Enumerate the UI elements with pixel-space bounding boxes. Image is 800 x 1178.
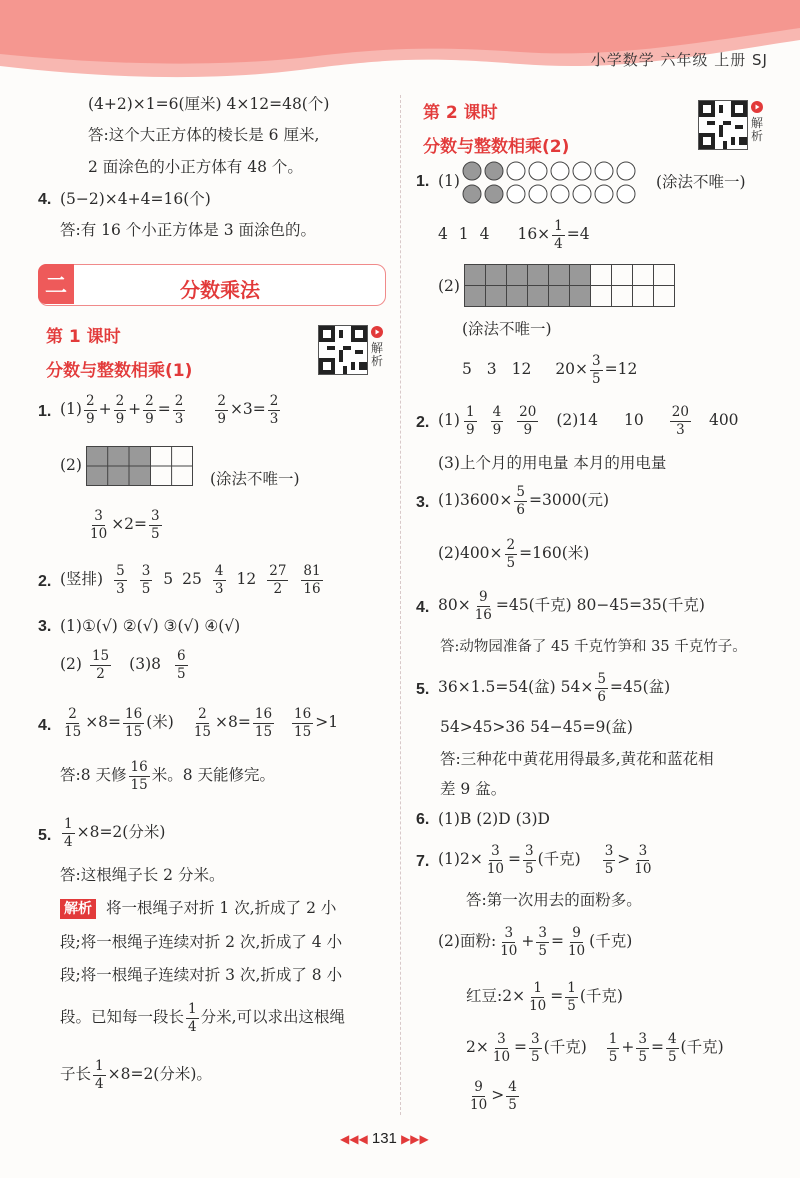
answer-text: (5−2)×4+4=16(个)	[60, 190, 211, 208]
answer-line: $\frac{3}{10}$ ×2= $\frac{3}{5}$	[90, 508, 160, 542]
answer-line: (竖排) $\frac{5}{3}$ $\frac{3}{5}$ 5 25 $\frac{4}{3}$ 12 $\frac{27}{2}$ $\frac{81}{16}$	[60, 563, 321, 597]
question-number: 7.	[416, 853, 430, 870]
answer-line: 5 3 12 20× $\frac{3}{5}$ =12	[462, 353, 638, 387]
answer-line: $\frac{9}{10}$ > $\frac{4}{5}$	[470, 1079, 517, 1113]
shaded-grid-diagram	[464, 264, 676, 308]
fraction: $\frac{2}{3}$	[174, 393, 184, 427]
answer-text: 答:第一次用去的面粉多。	[466, 891, 642, 909]
part-label: (1)	[60, 400, 82, 419]
circle-diagram	[462, 160, 646, 206]
next-arrows-icon: ▶▶▶	[401, 1132, 429, 1146]
prev-arrows-icon: ◀◀◀	[340, 1132, 368, 1146]
answer-text: (1)B (2)D (3)D	[438, 810, 550, 828]
page-number: 131	[371, 1130, 397, 1147]
question-number: 2.	[416, 414, 430, 431]
answer-text: 答:动物园准备了 45 千克竹笋和 35 千克竹子。	[440, 639, 747, 655]
question-number: 4.	[416, 599, 430, 616]
qr-label: 解析	[370, 341, 383, 368]
answer-text: (1)①(√) ②(√) ③(√) ④(√)	[60, 617, 241, 635]
answer-line: 2× $\frac{3}{10}$ = $\frac{3}{5}$ (千克) $\frac{1}{5}$ + $\frac{3}{5}$ = $\frac{4}{5}$ (千克)	[466, 1031, 724, 1065]
lesson-subtitle: 分数与整数相乘(2)	[423, 137, 570, 157]
answer-line: 80× $\frac{9}{16}$ =45(千克) 80−45=35(千克)	[438, 589, 705, 623]
note-text: (涂法不唯一)	[656, 173, 746, 191]
answer-text: 答:有 16 个小正方体是 3 面涂色的。	[60, 221, 317, 239]
question-number: 6.	[416, 811, 430, 828]
analysis-line: 解析 将一根绳子对折 1 次,折成了 2 小	[60, 899, 336, 919]
answer-line: 4 1 4 16× $\frac{1}{4}$ =4	[438, 218, 590, 252]
answer-line: (1) $\frac{1}{9}$ $\frac{4}{9}$ $\frac{20}{9}$ (2)14 10 $\frac{20}{3}$ 400	[438, 404, 739, 438]
question-number: 4.	[38, 191, 52, 208]
analysis-line: 子长 $\frac{1}{4}$ ×8=2(分米)。	[60, 1058, 212, 1092]
answer-text: 差 9 盆。	[440, 780, 507, 798]
answer-line: (2)面粉: $\frac{3}{10}$ + $\frac{3}{5}$ = $\frac{9}{10}$ (千克)	[438, 925, 633, 959]
left-line-1: (4+2)×1=6(厘米) 4×12=48(个)	[88, 95, 330, 113]
note-text: (涂法不唯一)	[462, 320, 552, 338]
analysis-line: 段。已知每一段长 $\frac{1}{4}$ 分米,可以求出这根绳	[60, 1001, 346, 1035]
answer-line: $\frac{2}{15}$ ×8= $\frac{16}{15}$ (米) $\frac{2}{15}$ ×8= $\frac{16}{15}$ $\frac{16}{15}$ >1	[64, 706, 339, 740]
answer-text: 答:三种花中黄花用得最多,黄花和蓝花相	[440, 750, 714, 768]
question-number: 1.	[416, 173, 430, 190]
left-line-3: 2 面涂色的小正方体有 48 个。	[88, 158, 303, 176]
analysis-text: 段;将一根绳子连续对折 3 次,折成了 8 小	[60, 966, 343, 984]
answer-line: 36×1.5=54(盆) 54× $\frac{5}{6}$ =45(盆)	[438, 671, 671, 705]
question-number: 4.	[38, 717, 52, 734]
answer-text: (3)上个月的用电量 本月的用电量	[438, 454, 667, 472]
answer-line: (2) $\frac{15}{2}$ (3)8 $\frac{6}{5}$	[60, 648, 186, 682]
note-text: (涂法不唯一)	[210, 470, 300, 488]
answer-text: 54>45>36 54−45=9(盆)	[440, 718, 633, 736]
fraction: $\frac{2}{9}$	[217, 393, 226, 427]
shaded-grid-diagram	[86, 446, 194, 486]
qr-code-icon[interactable]	[318, 325, 368, 375]
play-icon	[751, 101, 763, 113]
lesson-title: 第 1 课时	[46, 327, 121, 347]
qr-code-icon[interactable]	[698, 100, 748, 150]
analysis-text: 段;将一根绳子连续对折 2 次,折成了 4 小	[60, 933, 343, 951]
lesson-subtitle: 分数与整数相乘(1)	[46, 361, 193, 381]
qr-label: 解析	[750, 116, 763, 143]
answer-line: (1) $\frac{2}{9}$ + $\frac{2}{9}$ + $\frac{2}{9}$ = $\frac{2}{3}$ $\frac{2}{9}$ ×3= $\frac{2}{3}$	[60, 393, 279, 427]
part-label: (2)	[60, 456, 82, 474]
question-number: 1.	[38, 403, 52, 420]
play-icon	[371, 326, 383, 338]
fraction: $\frac{2}{3}$	[269, 393, 279, 427]
answer-line: (1)2× $\frac{3}{10}$ = $\frac{3}{5}$ (千克) $\frac{3}{5}$ > $\frac{3}{10}$	[438, 843, 652, 877]
section-number: 二	[38, 264, 74, 304]
part-label: (2)	[438, 277, 460, 295]
part-label: (1)	[438, 172, 460, 190]
analysis-badge: 解析	[60, 899, 96, 919]
fraction: $\frac{2}{9}$	[115, 393, 125, 427]
book-title: 小学数学 六年级 上册 SJ	[590, 51, 768, 69]
column-divider	[400, 95, 401, 1115]
answer-line: $\frac{1}{4}$ ×8=2(分米)	[64, 816, 166, 850]
lesson-title: 第 2 课时	[423, 103, 498, 123]
question-number: 3.	[38, 618, 52, 635]
page-footer	[340, 1130, 429, 1147]
question-number: 2.	[38, 573, 52, 590]
answer-line: (1)3600× $\frac{5}{6}$ =3000(元)	[438, 484, 610, 518]
fraction: $\frac{2}{9}$	[85, 393, 95, 427]
answer-line: (2)400× $\frac{2}{5}$ =160(米)	[438, 537, 590, 571]
section-title: 分数乘法	[180, 278, 260, 302]
question-number: 5.	[38, 827, 52, 844]
fraction: $\frac{2}{9}$	[145, 393, 154, 427]
answer-text: 答:这根绳子长 2 分米。	[60, 866, 225, 884]
question-number: 3.	[416, 494, 430, 511]
question-number: 5.	[416, 681, 430, 698]
answer-line: 红豆:2× $\frac{1}{10}$ = $\frac{1}{5}$ (千克)	[466, 980, 623, 1014]
answer-line: 答:8 天修 $\frac{16}{15}$ 米。8 天能修完。	[60, 759, 275, 793]
left-line-2: 答:这个大正方体的棱长是 6 厘米,	[88, 126, 320, 144]
